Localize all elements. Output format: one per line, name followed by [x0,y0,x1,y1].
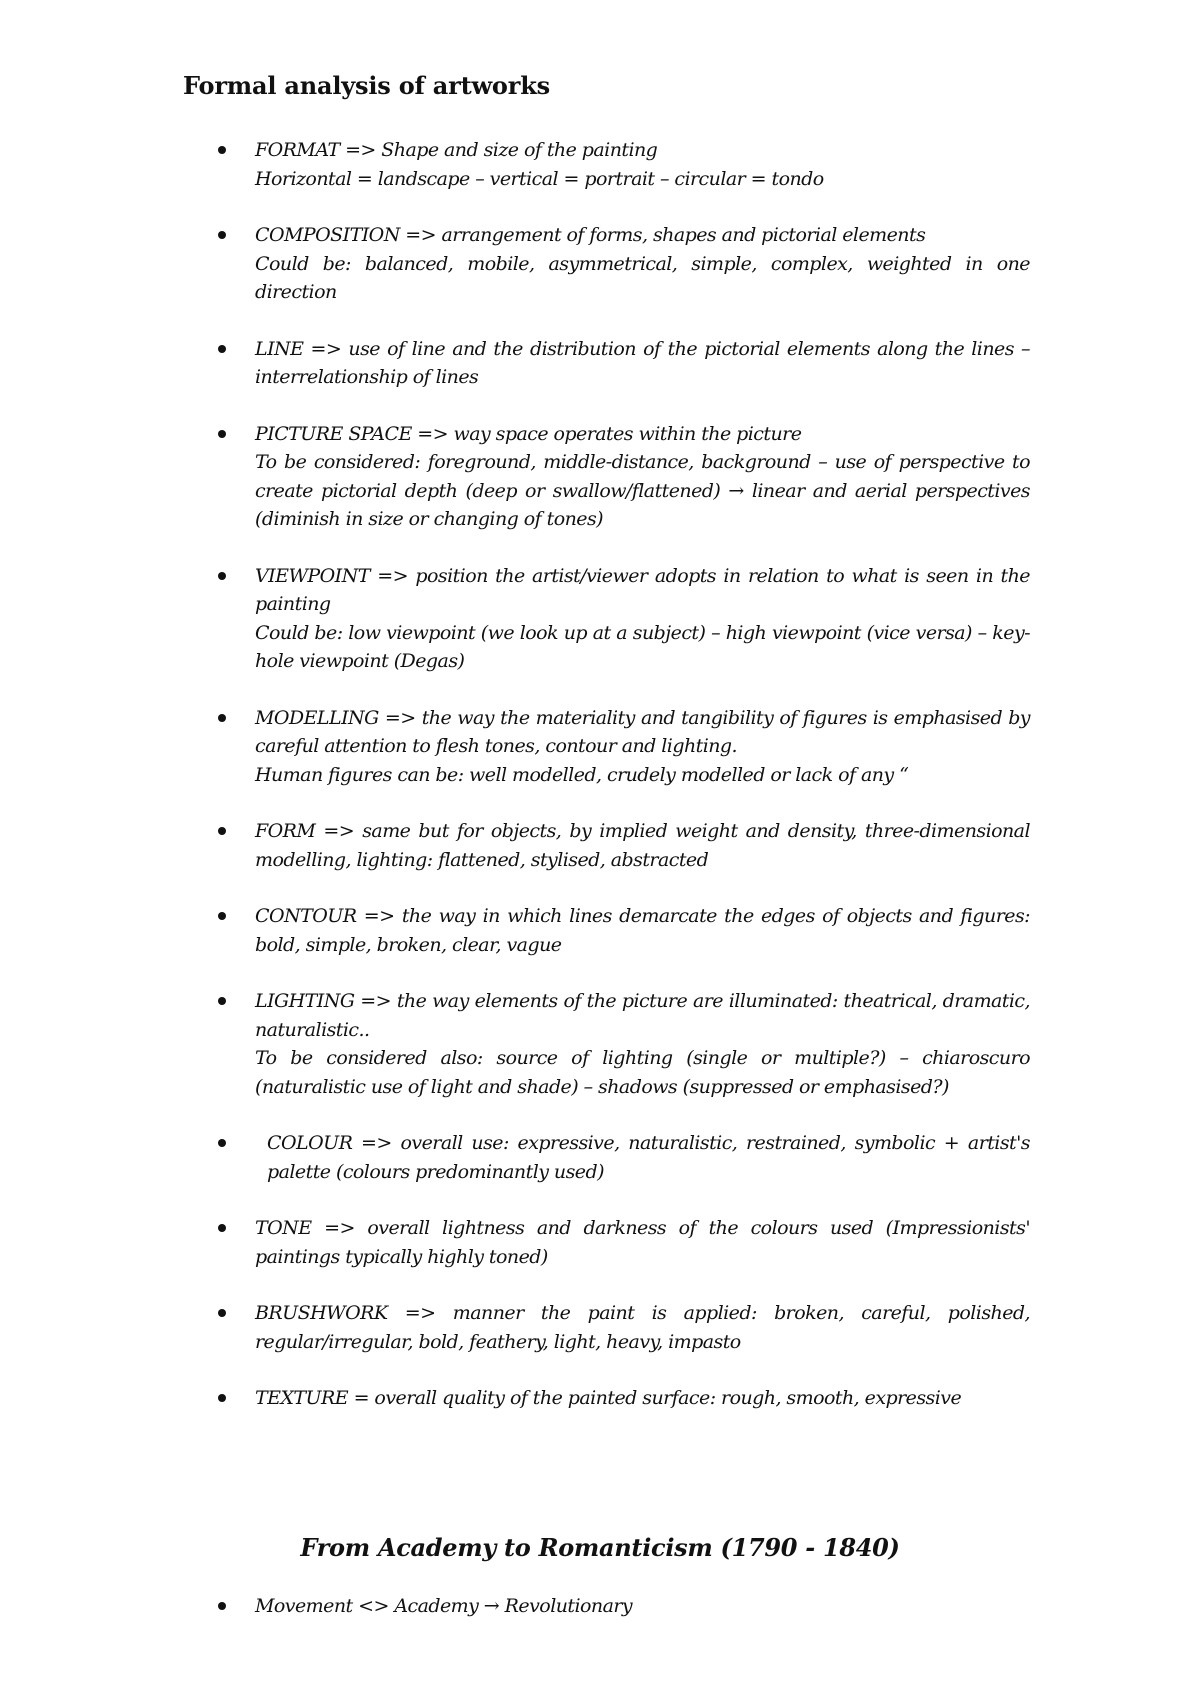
item-line: LIGHTING => the way elements of the picture are illuminated: theatrical, dramatic, naturalistic.. [255,990,1030,1041]
list-item-format [222,136,1030,193]
list-item-modelling [222,704,1030,790]
list-item-movement [222,1592,1030,1621]
item-line: PICTURE SPACE => way space operates within the picture [255,422,802,445]
item-line: To be considered also: source of lighting (single or multiple?) – chiaroscuro (naturalistic use of light and shade) – shadows (suppressed or emphasised?) [255,1047,1030,1098]
item-line: VIEWPOINT => position the artist/viewer adopts in relation to what is seen in the painting [255,564,1030,615]
item-line: Human figures can be: well modelled, crudely modelled or lack of any “ [255,763,909,786]
item-line: Movement <> Academy → Revolutionary [255,1595,633,1617]
item-line: CONTOUR => the way in which lines demarcate the edges of objects and figures: bold, simple, broken, clear, vague [255,905,1030,956]
list-item-tone [222,1214,1030,1271]
bullet-icon [218,572,226,580]
list-item-form [222,817,1030,874]
bullet-icon [218,1309,226,1317]
list-item-picture-space [222,420,1030,534]
list-item-texture [222,1384,1030,1413]
list-item-composition [222,221,1030,307]
section-list [222,1592,1030,1621]
bullet-icon [218,714,226,722]
list-item-brushwork [222,1299,1030,1356]
bullet-icon [218,912,226,920]
section-heading: From Academy to Romanticism (1790 - 1840) [300,1533,900,1562]
bullet-icon [218,345,226,353]
item-line: BRUSHWORK => manner the paint is applied: broken, careful, polished, regular/irregular, bold, feathery, light, heavy, impasto [255,1302,1030,1353]
list-item-viewpoint [222,562,1030,676]
item-line: LINE => use of line and the distribution of the pictorial elements along the lines – interrelationship of lines [255,337,1030,388]
bullet-icon [218,146,226,154]
item-line: Could be: low viewpoint (we look up at a subject) – high viewpoint (vice versa) – key-hole viewpoint (Degas) [255,621,1030,672]
list-item-colour [222,1129,1030,1186]
item-line: To be considered: foreground, middle-distance, background – use of perspective to create pictorial depth (deep or swallow/flattened) → linear and aerial perspectives (diminish in size or changing of tones) [255,451,1030,530]
document-title: Formal analysis of artworks [183,71,550,100]
bullet-icon [218,1602,226,1610]
bullet-icon [218,1224,226,1232]
bullet-icon [218,430,226,438]
item-line: TEXTURE = overall quality of the painted surface: rough, smooth, expressive [255,1387,962,1409]
item-line: COLOUR => overall use: expressive, naturalistic, restrained, symbolic + artist's palette (colours predominantly used) [267,1132,1030,1183]
formal-analysis-list [222,136,1030,1441]
item-line: COMPOSITION => arrangement of forms, shapes and pictorial elements [255,224,926,246]
list-item-line [222,335,1030,392]
item-line: Horizontal = landscape – vertical = portrait – circular = tondo [255,167,824,190]
list-item-lighting [222,987,1030,1101]
item-line: TONE => overall lightness and darkness of the colours used (Impressionists' paintings typically highly toned) [255,1217,1030,1268]
bullet-icon [218,997,226,1005]
list-item-contour [222,902,1030,959]
item-line: FORMAT => Shape and size of the painting [255,139,658,161]
bullet-icon [218,827,226,835]
bullet-icon [218,231,226,239]
bullet-icon [218,1139,226,1147]
bullet-icon [218,1394,226,1402]
item-line: Could be: balanced, mobile, asymmetrical, simple, complex, weighted in one direction [255,252,1030,303]
item-line: FORM => same but for objects, by implied weight and density, three-dimensional modelling, lighting: flattened, stylised, abstracted [255,820,1030,871]
item-line: MODELLING => the way the materiality and tangibility of figures is emphasised by careful attention to flesh tones, contour and lighting. [255,706,1030,757]
